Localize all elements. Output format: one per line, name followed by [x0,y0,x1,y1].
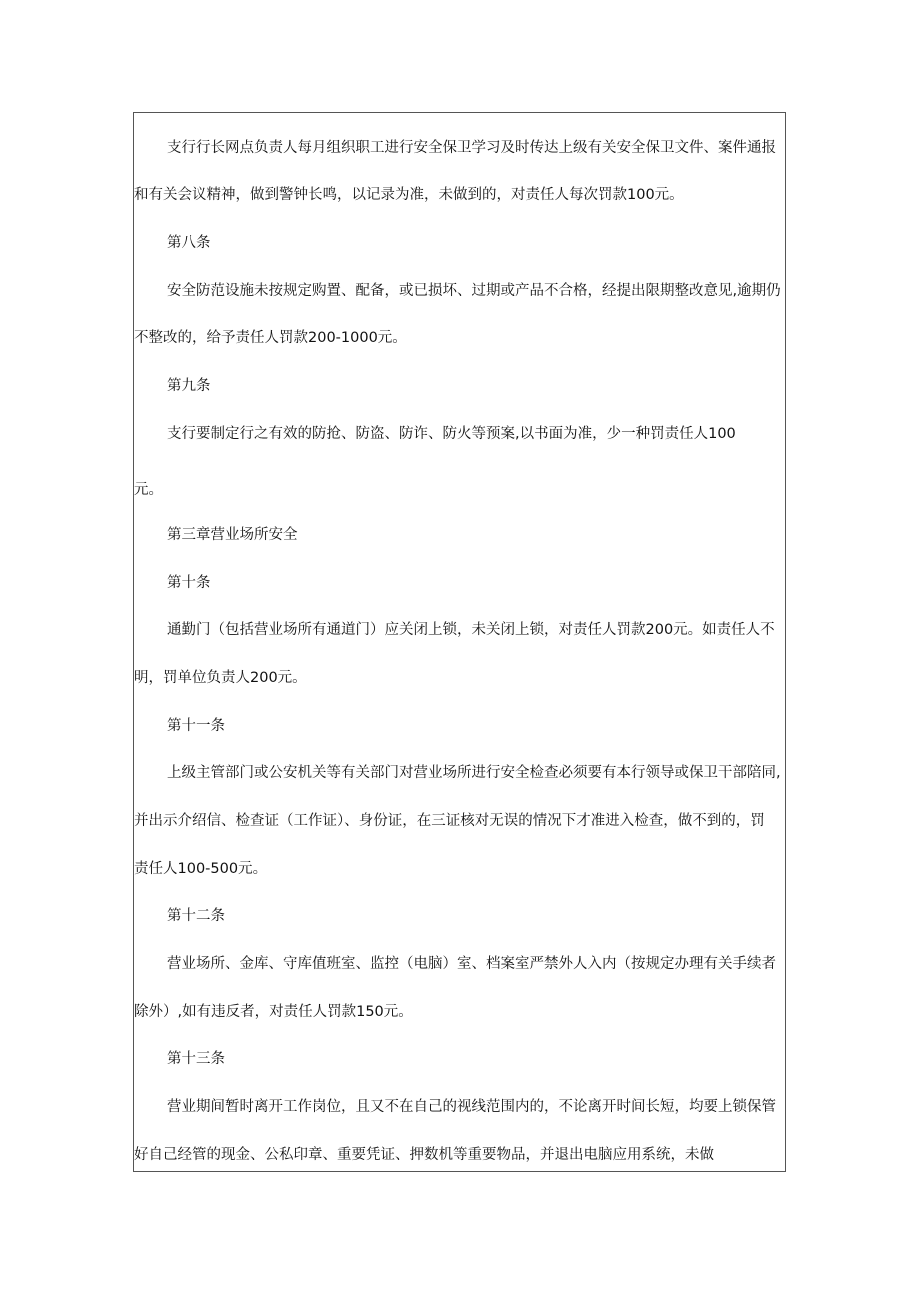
paragraph-line: 和有关会议精神，做到警钟长鸣，以记录为准，未做到的，对责任人每次罚款100元。 [134,187,684,203]
paragraph-line: 并出示介绍信、检查证（工作证）、身份证，在三证核对无误的情况下才准进入检查，做不到的，罚 [134,813,765,829]
article-heading: 第十二条 [167,908,225,924]
paragraph-line: 元。 [134,482,163,498]
paragraph-line: 责任人100-500元。 [134,861,268,877]
article-heading: 第九条 [167,378,211,394]
paragraph-line: 支行行长网点负责人每月组织职工进行安全保卫学习及时传达上级有关安全保卫文件、案件通报 [167,140,776,156]
paragraph-line: 通勤门（包括营业场所有通道门）应关闭上锁，未关闭上锁，对责任人罚款200元。如责任人不 [167,622,775,638]
paragraph-line: 明，罚单位负责人200元。 [134,670,307,686]
article-heading: 第十条 [167,575,211,591]
article-heading: 第十一条 [167,718,225,734]
article-heading: 第十三条 [167,1051,225,1067]
document-page [133,112,786,1172]
paragraph-line: 不整改的，给予责任人罚款200-1000元。 [134,330,407,346]
paragraph-line: 安全防范设施未按规定购置、配备，或已损坏、过期或产品不合格，经提出限期整改意见,逾期仍 [167,283,781,299]
paragraph-line: 除外）,如有违反者，对责任人罚款150元。 [134,1004,413,1020]
chapter-heading: 第三章营业场所安全 [167,527,298,543]
article-heading: 第八条 [167,235,211,251]
paragraph-line: 支行要制定行之有效的防抢、防盗、防诈、防火等预案,以书面为准，少一种罚责任人100 [167,426,736,442]
paragraph-line: 营业场所、金库、守库值班室、监控（电脑）室、档案室严禁外人入内（按规定办理有关手续者 [167,956,776,972]
paragraph-line: 上级主管部门或公安机关等有关部门对营业场所进行安全检查必须要有本行领导或保卫干部陪同, [167,765,781,781]
paragraph-line: 营业期间暂时离开工作岗位，且又不在自己的视线范围内的，不论离开时间长短，均要上锁保管 [167,1099,776,1115]
paragraph-line: 好自己经管的现金、公私印章、重要凭证、押数机等重要物品，并退出电脑应用系统，未做 [134,1147,714,1163]
